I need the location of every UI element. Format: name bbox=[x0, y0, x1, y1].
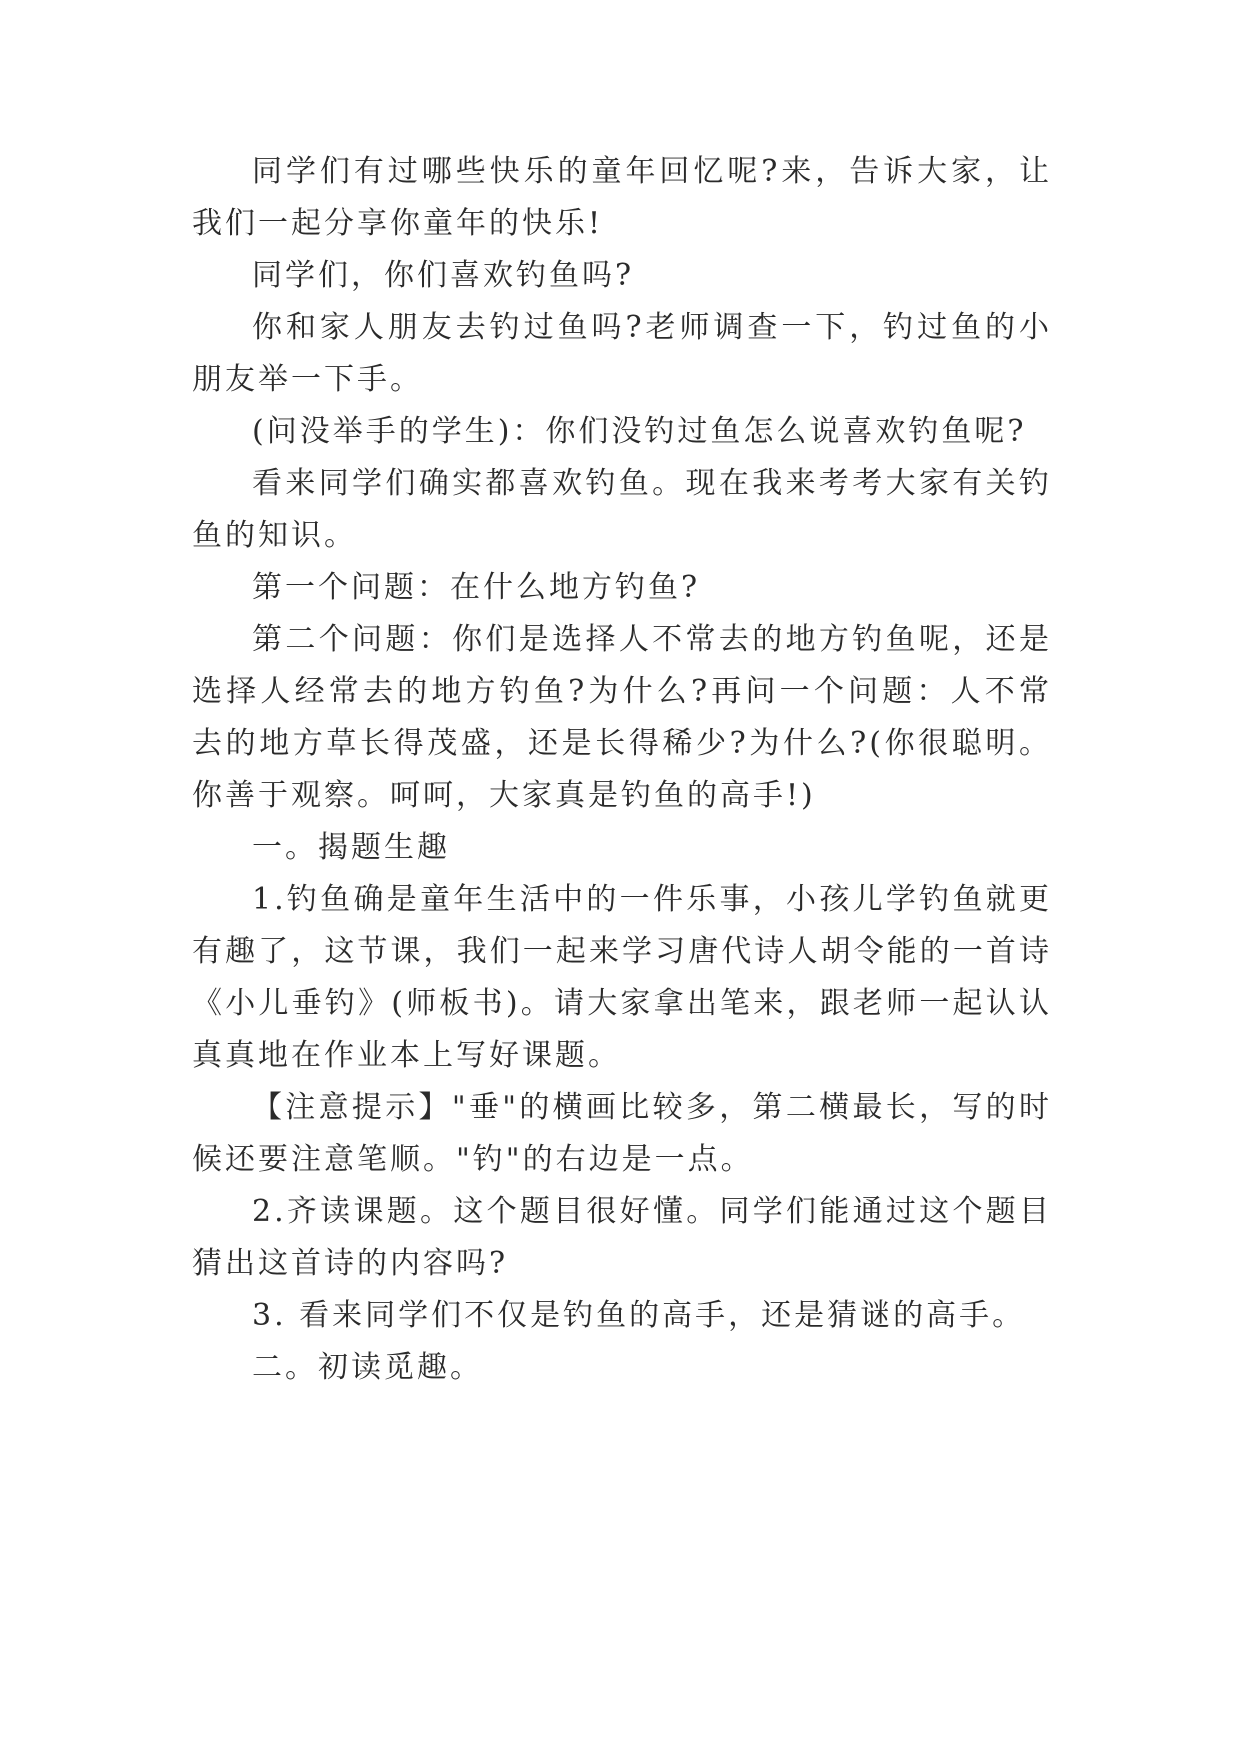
paragraph: 同学们，你们喜欢钓鱼吗? bbox=[252, 258, 635, 293]
paragraph: 看来同学们确实都喜欢钓鱼。现在我来考考大家有关钓鱼的知识。 bbox=[192, 466, 1052, 553]
paragraph: 3. 看来同学们不仅是钓鱼的高手，还是猜谜的高手。 bbox=[252, 1298, 1026, 1333]
paragraph: 第二个问题：你们是选择人不常去的地方钓鱼呢，还是选择人经常去的地方钓鱼?为什么?再问一个问题：人不常去的地方草长得茂盛，还是长得稀少?为什么?(你很聪明。你善于观察。呵呵，大家真是钓鱼的高手!) bbox=[192, 622, 1052, 813]
paragraph: 同学们有过哪些快乐的童年回忆呢?来，告诉大家，让我们一起分享你童年的快乐! bbox=[192, 154, 1052, 241]
note-paragraph: 【注意提示】"垂"的横画比较多，第二横最长，写的时候还要注意笔顺。"钓"的右边是一点。 bbox=[192, 1090, 1052, 1177]
document-page bbox=[192, 146, 1052, 1394]
section-heading: 一。揭题生趣 bbox=[252, 830, 450, 865]
paragraph: 第一个问题：在什么地方钓鱼? bbox=[252, 570, 701, 605]
paragraph: 1.钓鱼确是童年生活中的一件乐事，小孩儿学钓鱼就更有趣了，这节课，我们一起来学习唐代诗人胡令能的一首诗《小儿垂钓》(师板书)。请大家拿出笔来，跟老师一起认认真真地在作业本上写好课题。 bbox=[192, 882, 1052, 1073]
paragraph: 你和家人朋友去钓过鱼吗?老师调查一下，钓过鱼的小朋友举一下手。 bbox=[192, 310, 1052, 397]
paragraph: (问没举手的学生)：你们没钓过鱼怎么说喜欢钓鱼呢? bbox=[252, 414, 1027, 449]
paragraph: 2.齐读课题。这个题目很好懂。同学们能通过这个题目猜出这首诗的内容吗? bbox=[192, 1194, 1052, 1281]
section-heading: 二。初读觅趣。 bbox=[252, 1350, 483, 1385]
